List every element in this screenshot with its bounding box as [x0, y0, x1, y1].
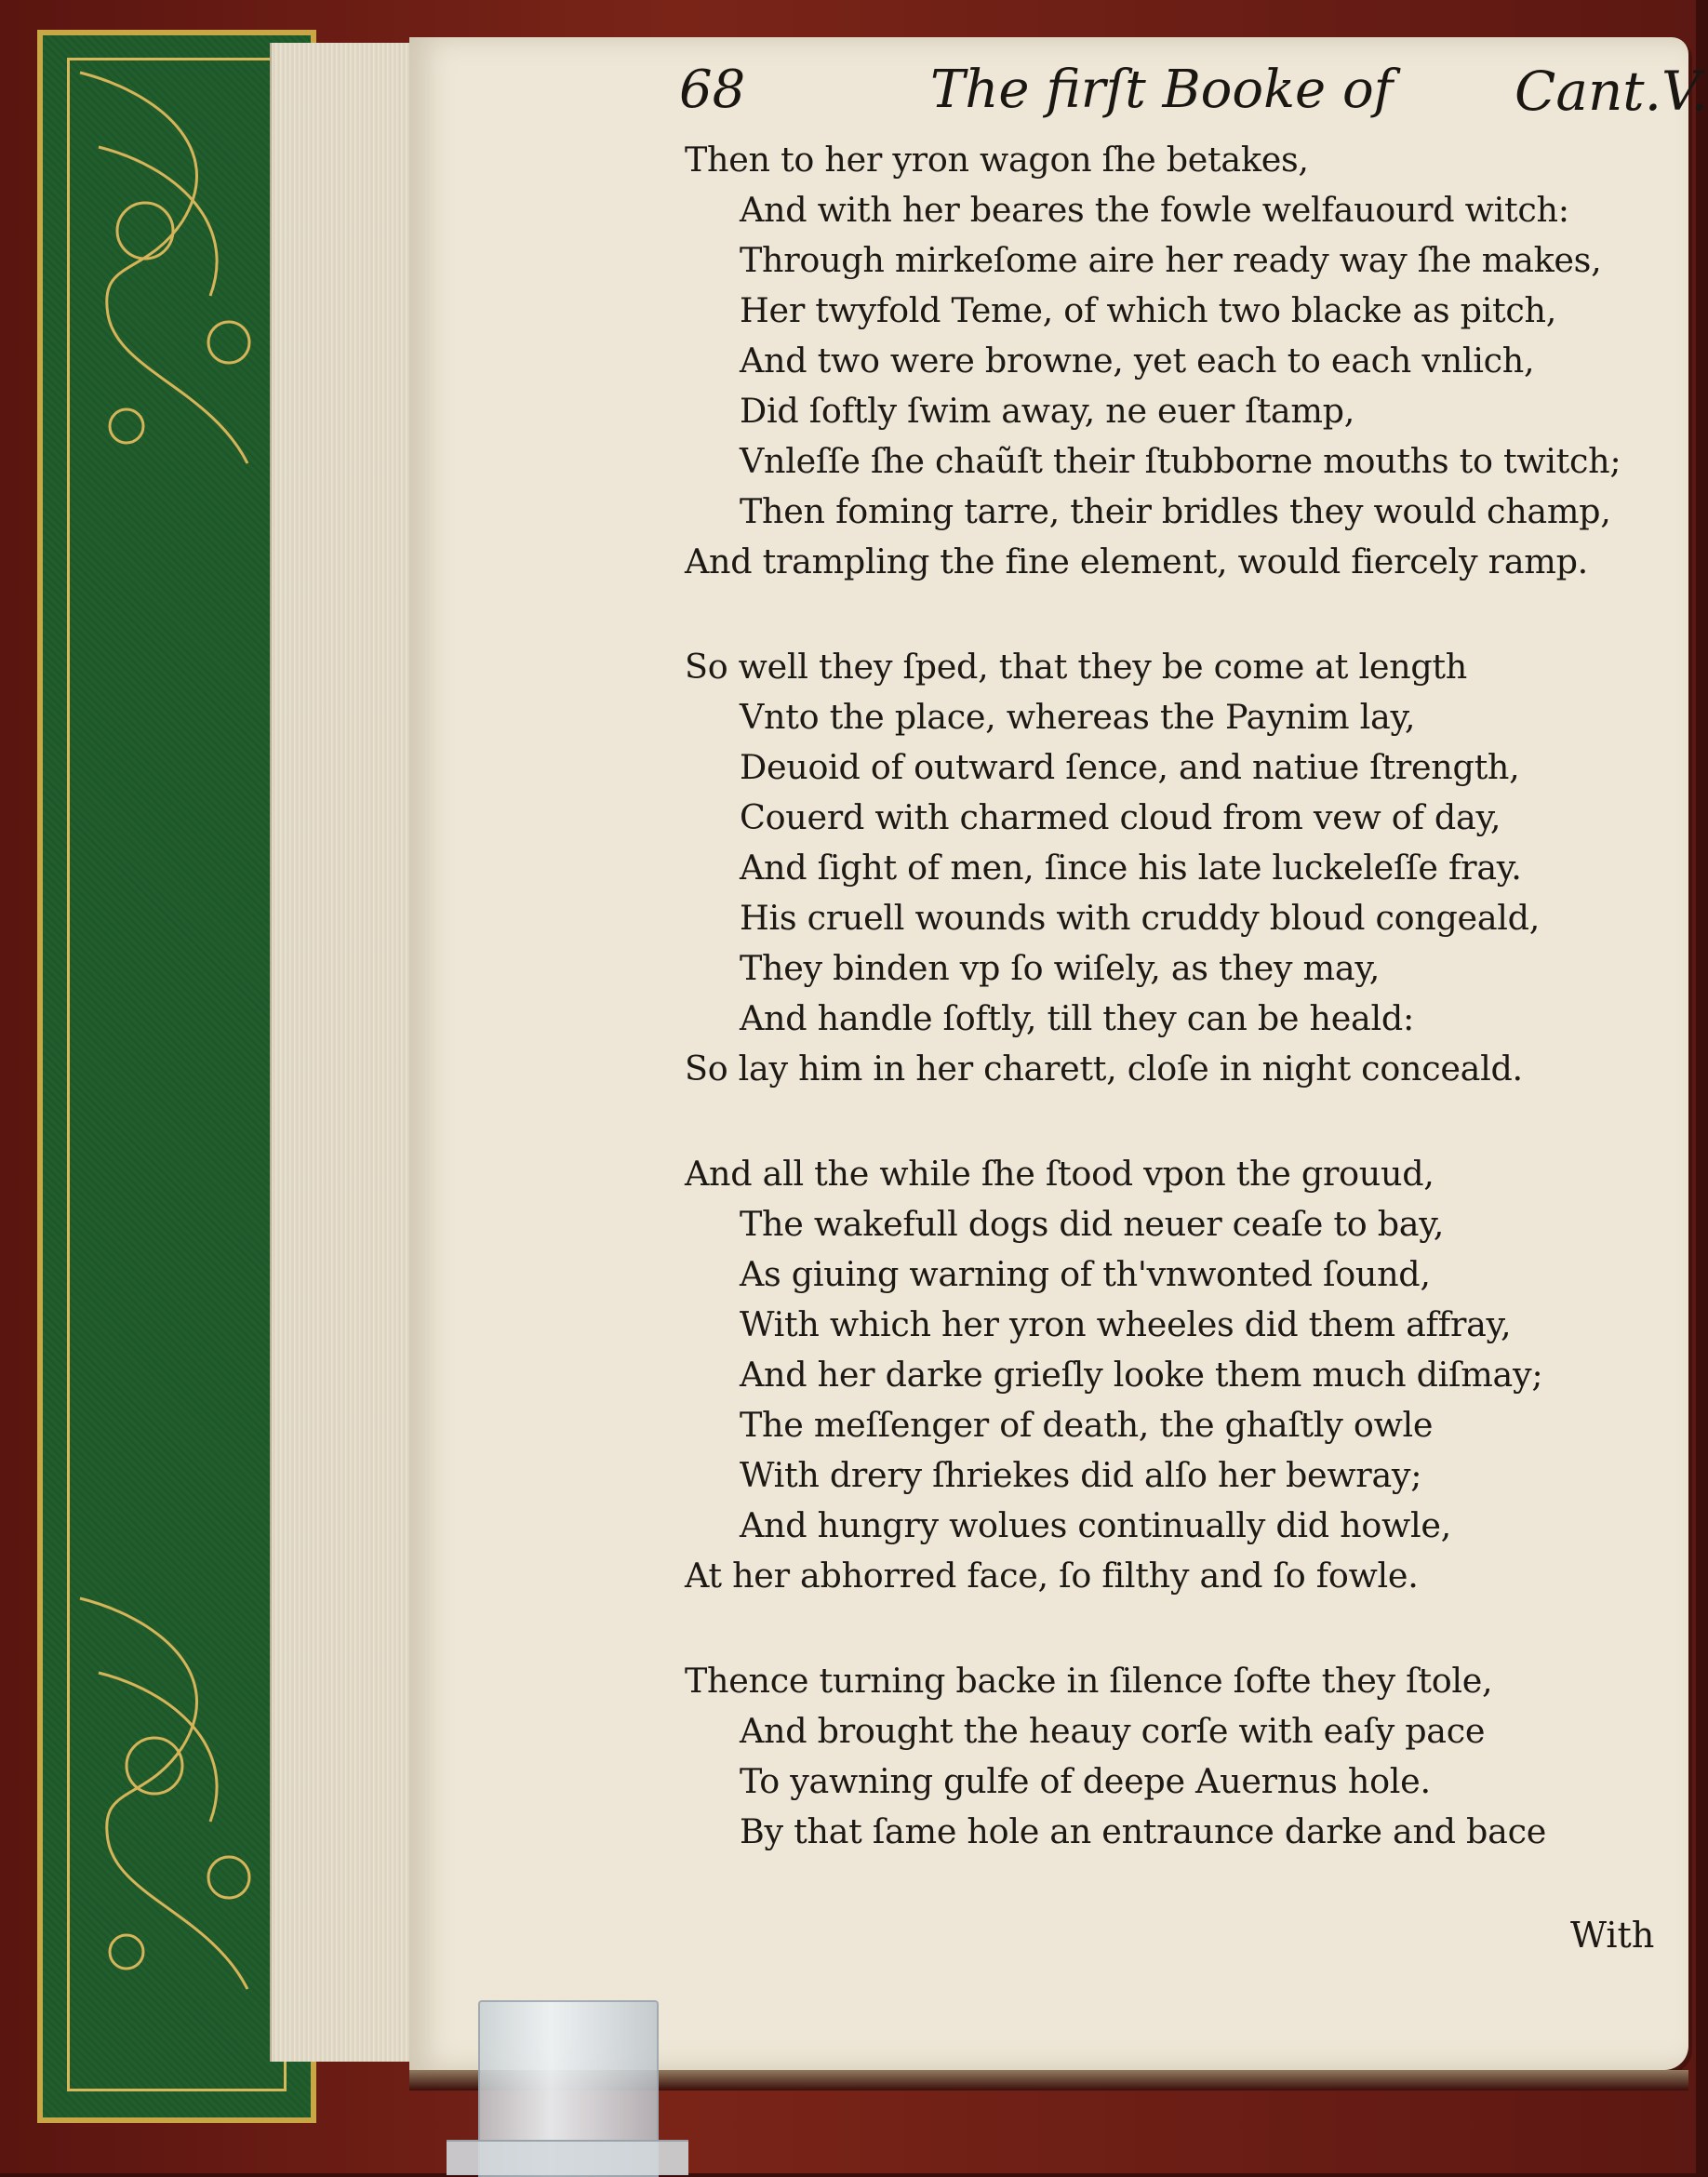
verse-line: Vnto the place, whereas the Paynim lay,: [740, 697, 1416, 737]
catchword: With: [1570, 1915, 1655, 1956]
verse-line: The meſſenger of death, the ghaſtly owle: [740, 1405, 1434, 1445]
verse-line: So well they ſped, that they be come at length: [685, 647, 1467, 687]
page-edges: [270, 43, 420, 2062]
verse-line: With drery ſhriekes did alſo her bewray;: [740, 1455, 1422, 1495]
canto-label: Cant.V.: [1515, 60, 1708, 123]
verse-line: Then foming tarre, their bridles they would champ,: [740, 491, 1611, 531]
verse-line: And all the while ſhe ſtood vpon the grouud,: [685, 1154, 1434, 1194]
verse-line: And hungry wolues continually did howle,: [740, 1505, 1451, 1545]
verse-line: And her darke grieſly looke them much diſmay;: [740, 1355, 1543, 1395]
verse-line: So lay him in her charett, cloſe in night conceald.: [685, 1048, 1523, 1088]
verse-line: To yawning gulfe of deepe Auernus hole.: [740, 1761, 1431, 1801]
verse-line: Deuoid of outward ſence, and natiue ſtrength,: [740, 747, 1520, 787]
verse-line: And with her beares the fowle welfauourd witch:: [740, 190, 1569, 230]
verse-line: And two were browne, yet each to each vnlich,: [740, 341, 1535, 381]
verse-line: And trampling the fine element, would fiercely ramp.: [685, 541, 1588, 581]
stanza: [685, 135, 1680, 587]
verse-line: Thence turning backe in ſilence ſofte they ſtole,: [685, 1661, 1493, 1701]
verse-line: And ſight of men, ſince his late luckeleſſe fray.: [740, 848, 1522, 888]
running-head: [409, 54, 1708, 138]
verse-line: As giuing warning of th'vnwonted ſound,: [740, 1254, 1431, 1294]
acrylic-holder-base: [447, 2140, 688, 2175]
verse-line: Did ſoftly ſwim away, ne euer ſtamp,: [740, 391, 1355, 431]
verse-line: At her abhorred face, ſo filthy and ſo fowle.: [685, 1556, 1419, 1596]
stanza: [685, 1656, 1680, 1857]
poem-text: [685, 135, 1680, 1912]
verse-line: Couerd with charmed cloud from vew of day,: [740, 797, 1501, 837]
verse-line: And handle ſoftly, till they can be heald:: [740, 998, 1414, 1038]
verse-line: Through mirkeſome aire her ready way ſhe makes,: [740, 240, 1602, 280]
stanza: [685, 1149, 1680, 1601]
verse-line: And brought the heauy corſe with eaſy pace: [740, 1711, 1486, 1751]
stanza: [685, 642, 1680, 1094]
verse-line: Her twyfold Teme, of which two blacke as pitch,: [740, 290, 1557, 330]
verse-line: Vnleſſe ſhe chaũſt their ſtubborne mouths to twitch;: [740, 441, 1621, 481]
verse-line: With which her yron wheeles did them affray,: [740, 1304, 1512, 1344]
board-fillet-frame: [67, 58, 287, 2091]
verse-line: The wakefull dogs did neuer ceaſe to bay,: [740, 1204, 1445, 1244]
book-page: [409, 37, 1708, 2070]
verse-line: They binden vp ſo wiſely, as they may,: [740, 948, 1381, 988]
running-title: The firſt Booke of: [930, 60, 1394, 120]
verse-line: Then to her yron wagon ſhe betakes,: [685, 140, 1309, 180]
page-number: 68: [679, 60, 746, 120]
verse-line: By that ſame hole an entraunce darke and bace: [740, 1811, 1547, 1851]
verse-line: His cruell wounds with cruddy bloud congeald,: [740, 898, 1541, 938]
